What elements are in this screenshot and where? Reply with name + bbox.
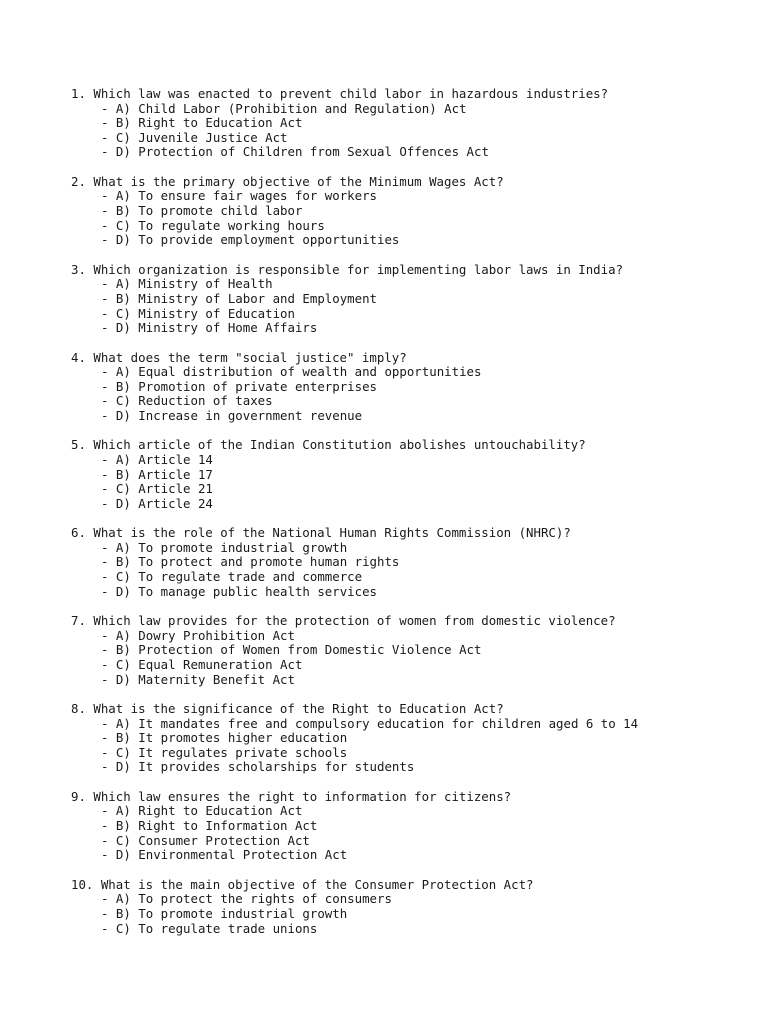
answer-option: - B) Right to Information Act — [101, 818, 318, 834]
answer-option: - C) It regulates private schools — [101, 744, 348, 760]
answer-option: - D) To manage public health services — [101, 583, 378, 599]
answer-option: - D) Protection of Children from Sexual Offences Act — [101, 144, 489, 160]
answer-option: - D) To provide employment opportunities — [101, 232, 400, 248]
question-block — [71, 263, 751, 336]
answer-option: - B) Ministry of Labor and Employment — [101, 290, 378, 306]
answer-option: - C) Ministry of Education — [101, 305, 295, 321]
question-block — [71, 790, 751, 863]
answer-option: - A) Equal distribution of wealth and opportunities — [101, 364, 482, 380]
question-text: 7. Which law provides for the protection of women from domestic violence? — [71, 613, 616, 629]
answer-option: - A) Dowry Prohibition Act — [101, 627, 295, 643]
answer-option: - D) Environmental Protection Act — [101, 847, 348, 863]
question-block — [71, 878, 751, 936]
answer-option: - A) Child Labor (Prohibition and Regulation) Act — [101, 100, 467, 116]
answer-option: - B) Article 17 — [101, 466, 213, 482]
question-text: 4. What does the term "social justice" imply? — [71, 349, 407, 365]
question-block — [71, 702, 751, 775]
question-block — [71, 351, 751, 424]
document-page — [71, 87, 751, 951]
answer-option: - B) To promote industrial growth — [101, 905, 348, 921]
answer-option: - B) To promote child labor — [101, 203, 303, 219]
answer-option: - C) To regulate working hours — [101, 217, 325, 233]
answer-option: - A) To promote industrial growth — [101, 539, 348, 555]
answer-option: - A) To ensure fair wages for workers — [101, 188, 378, 204]
answer-option: - C) Juvenile Justice Act — [101, 129, 288, 145]
answer-option: - B) It promotes higher education — [101, 730, 348, 746]
answer-option: - C) Consumer Protection Act — [101, 832, 310, 848]
answer-option: - A) It mandates free and compulsory education for children aged 6 to 14 — [101, 715, 639, 731]
question-text: 5. Which article of the Indian Constitution abolishes untouchability? — [71, 437, 586, 453]
answer-option: - D) Ministry of Home Affairs — [101, 320, 318, 336]
question-block — [71, 526, 751, 599]
answer-option: - B) Promotion of private enterprises — [101, 378, 378, 394]
question-text: 8. What is the significance of the Right to Education Act? — [71, 701, 504, 717]
answer-option: - A) Ministry of Health — [101, 276, 273, 292]
question-block — [71, 175, 751, 248]
answer-option: - B) Protection of Women from Domestic Violence Act — [101, 642, 482, 658]
question-block — [71, 438, 751, 511]
question-text: 9. Which law ensures the right to information for citizens? — [71, 788, 512, 804]
question-block — [71, 614, 751, 687]
question-text: 2. What is the primary objective of the Minimum Wages Act? — [71, 173, 504, 189]
answer-option: - C) Equal Remuneration Act — [101, 656, 303, 672]
answer-option: - C) To regulate trade and commerce — [101, 569, 363, 585]
answer-option: - C) Reduction of taxes — [101, 393, 273, 409]
answer-option: - A) Right to Education Act — [101, 803, 303, 819]
answer-option: - D) Increase in government revenue — [101, 407, 363, 423]
answer-option: - D) Article 24 — [101, 495, 213, 511]
answer-option: - C) To regulate trade unions — [101, 920, 318, 936]
question-block — [71, 87, 751, 160]
answer-option: - B) Right to Education Act — [101, 115, 303, 131]
question-text: 3. Which organization is responsible for implementing labor laws in India? — [71, 261, 624, 277]
answer-option: - B) To protect and promote human rights — [101, 554, 400, 570]
answer-option: - A) Article 14 — [101, 452, 213, 468]
question-text: 1. Which law was enacted to prevent child labor in hazardous industries? — [71, 86, 609, 101]
question-text: 6. What is the role of the National Human Rights Commission (NHRC)? — [71, 525, 571, 541]
answer-option: - C) Article 21 — [101, 481, 213, 497]
answer-option: - A) To protect the rights of consumers — [101, 891, 392, 907]
answer-option: - D) Maternity Benefit Act — [101, 671, 295, 687]
answer-option: - D) It provides scholarships for students — [101, 759, 415, 775]
question-text: 10. What is the main objective of the Consumer Protection Act? — [71, 876, 534, 892]
